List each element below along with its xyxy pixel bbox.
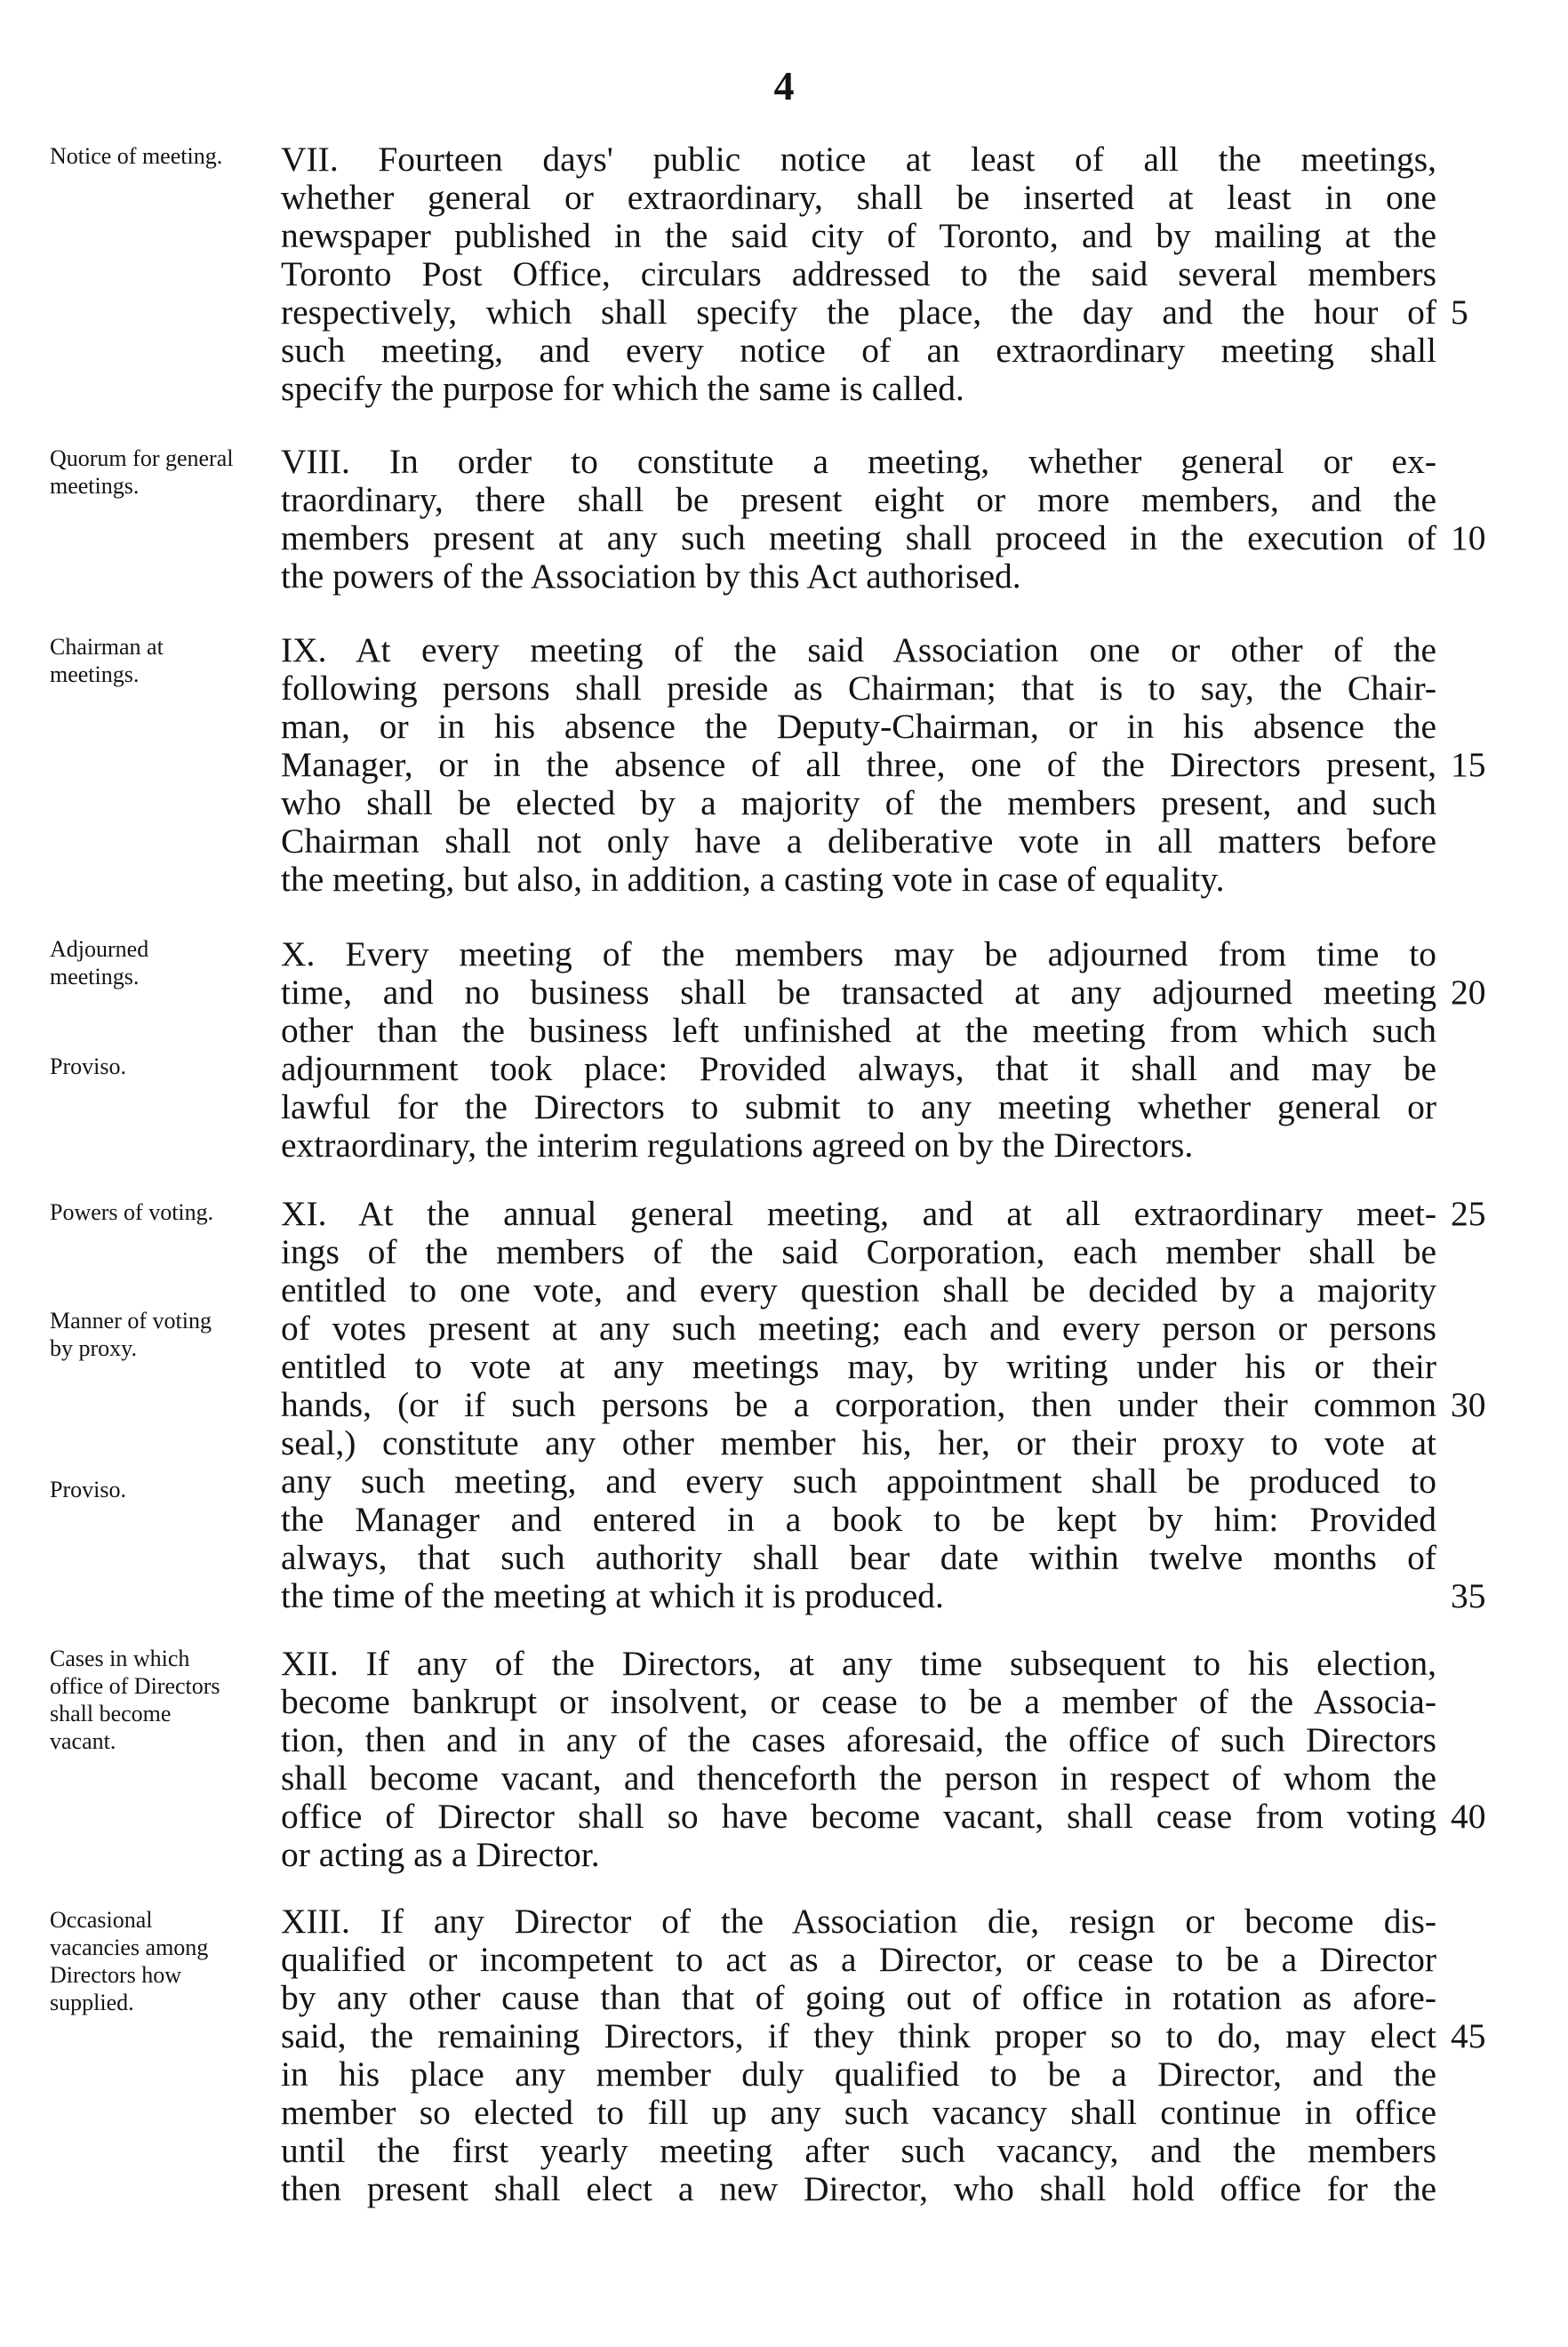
line-number: 35 [1451, 1576, 1486, 1615]
margin-note-chairman: Chairman at meetings. [50, 634, 164, 687]
margin-note-proxy: Manner of voting by proxy. [50, 1308, 212, 1361]
margin-note-adjourned: Adjourned meetings. [50, 936, 149, 989]
text-line: following persons shall preside as Chairman; that is to say, the Chair- [281, 669, 1436, 708]
line-number: 5 [1451, 292, 1468, 332]
text-line: member so elected to fill up any such vacancy shall continue in office [281, 2093, 1436, 2132]
text-line: of votes present at any such meeting; each and every person or persons [281, 1309, 1436, 1348]
text-line: such meeting, and every notice of an extraordinary meeting shall [281, 331, 1436, 370]
text-line: XIII. If any Director of the Association die, resign or become dis- [281, 1902, 1436, 1941]
text-line: lawful for the Directors to submit to any meeting whether general or [281, 1087, 1436, 1126]
text-line: man, or in his absence the Deputy-Chairman, or in his absence the [281, 707, 1436, 746]
line-number: 10 [1451, 518, 1486, 557]
page-number: 4 [773, 63, 795, 108]
margin-note-powers-of-voting: Powers of voting. [50, 1199, 214, 1225]
section-xiii-text [281, 1902, 1436, 2208]
line-number: 15 [1451, 745, 1486, 784]
text-line: Manager, or in the absence of all three, one of the Directors present, [281, 745, 1436, 784]
line-number: 20 [1451, 973, 1486, 1012]
text-line: the meeting, but also, in addition, a casting vote in case of equality. [281, 860, 1225, 899]
section-viii-text [281, 443, 1436, 596]
text-line: seal,) constitute any other member his, her, or their proxy to vote at [281, 1423, 1436, 1462]
text-line: then present shall elect a new Director, who shall hold office for the [281, 2169, 1436, 2208]
text-line: XI. At the annual general meeting, and at all extraordinary meet- [281, 1194, 1436, 1233]
text-line: other than the business left unfinished at the meeting from which such [281, 1011, 1436, 1050]
text-line: VII. Fourteen days' public notice at least of all the meetings, [281, 140, 1436, 179]
text-line: members present at any such meeting shall proceed in the execution of [281, 518, 1436, 557]
text-line: IX. At every meeting of the said Association one or other of the [281, 630, 1436, 669]
text-line: who shall be elected by a majority of the members present, and such [281, 783, 1436, 822]
margin-note-proviso: Proviso. [50, 1053, 126, 1079]
text-line: by any other cause than that of going out of office in rotation as afore- [281, 1978, 1436, 2017]
text-line: said, the remaining Directors, if they think proper so to do, may elect [281, 2016, 1436, 2055]
text-line: time, and no business shall be transacted at any adjourned meeting [281, 973, 1436, 1012]
text-line: in his place any member duly qualified to be a Director, and the [281, 2055, 1436, 2094]
text-line: qualified or incompetent to act as a Director, or cease to be a Director [281, 1940, 1436, 1979]
text-line: office of Director shall so have become vacant, shall cease from voting [281, 1797, 1436, 1836]
text-line: respectively, which shall specify the place, the day and the hour of [281, 292, 1436, 332]
text-line: the Manager and entered in a book to be kept by him: Provided [281, 1500, 1436, 1539]
margin-note-notice-of-meeting: Notice of meeting. [50, 143, 223, 169]
text-line: any such meeting, and every such appointment shall be produced to [281, 1462, 1436, 1501]
line-number: 45 [1451, 2016, 1486, 2055]
line-number: 30 [1451, 1385, 1486, 1424]
margin-note-vacant-office: Cases in which office of Directors shall become vacant. [50, 1646, 220, 1754]
text-line: ings of the members of the said Corporation, each member shall be [281, 1232, 1436, 1271]
margin-note-occasional-vacancies: Occasional vacancies among Directors how supplied. [50, 1907, 209, 2015]
line-number: 25 [1451, 1194, 1486, 1233]
text-line: extraordinary, the interim regulations agreed on by the Directors. [281, 1125, 1194, 1165]
text-line: until the first yearly meeting after such vacancy, and the members [281, 2131, 1436, 2170]
margin-note-proviso: Proviso. [50, 1477, 126, 1502]
text-line: VIII. In order to constitute a meeting, whether general or ex- [281, 442, 1436, 481]
section-xi-text [281, 1195, 1436, 1615]
text-line: X. Every meeting of the members may be adjourned from time to [281, 934, 1436, 973]
text-line: adjournment took place: Provided always, that it shall and may be [281, 1049, 1436, 1088]
text-line: or acting as a Director. [281, 1835, 600, 1874]
section-vii-text [281, 140, 1436, 408]
text-line: the time of the meeting at which it is produced. [281, 1576, 944, 1615]
text-line: specify the purpose for which the same is called. [281, 369, 964, 408]
section-xii-text [281, 1645, 1436, 1874]
text-line: entitled to vote at any meetings may, by writing under his or their [281, 1347, 1436, 1386]
section-x-text [281, 935, 1436, 1165]
line-number: 40 [1451, 1797, 1486, 1836]
text-line: whether general or extraordinary, shall be inserted at least in one [281, 178, 1436, 217]
text-line: entitled to one vote, and every question shall be decided by a majority [281, 1270, 1436, 1310]
text-line: tion, then and in any of the cases aforesaid, the office of such Directors [281, 1720, 1436, 1759]
text-line: hands, (or if such persons be a corporation, then under their common [281, 1385, 1436, 1424]
section-ix-text [281, 631, 1436, 899]
text-line: Toronto Post Office, circulars addressed to the said several members [281, 254, 1436, 293]
text-line: the powers of the Association by this Act authorised. [281, 557, 1021, 596]
text-line: shall become vacant, and thenceforth the person in respect of whom the [281, 1758, 1436, 1798]
text-line: XII. If any of the Directors, at any time subsequent to his election, [281, 1644, 1436, 1683]
text-line: become bankrupt or insolvent, or cease to be a member of the Associa- [281, 1682, 1436, 1721]
text-line: always, that such authority shall bear date within twelve months of [281, 1538, 1436, 1577]
margin-note-quorum: Quorum for general meetings. [50, 445, 234, 499]
text-line: traordinary, there shall be present eight or more members, and the [281, 480, 1436, 519]
text-line: Chairman shall not only have a deliberative vote in all matters before [281, 821, 1436, 861]
text-line: newspaper published in the said city of Toronto, and by mailing at the [281, 216, 1436, 255]
